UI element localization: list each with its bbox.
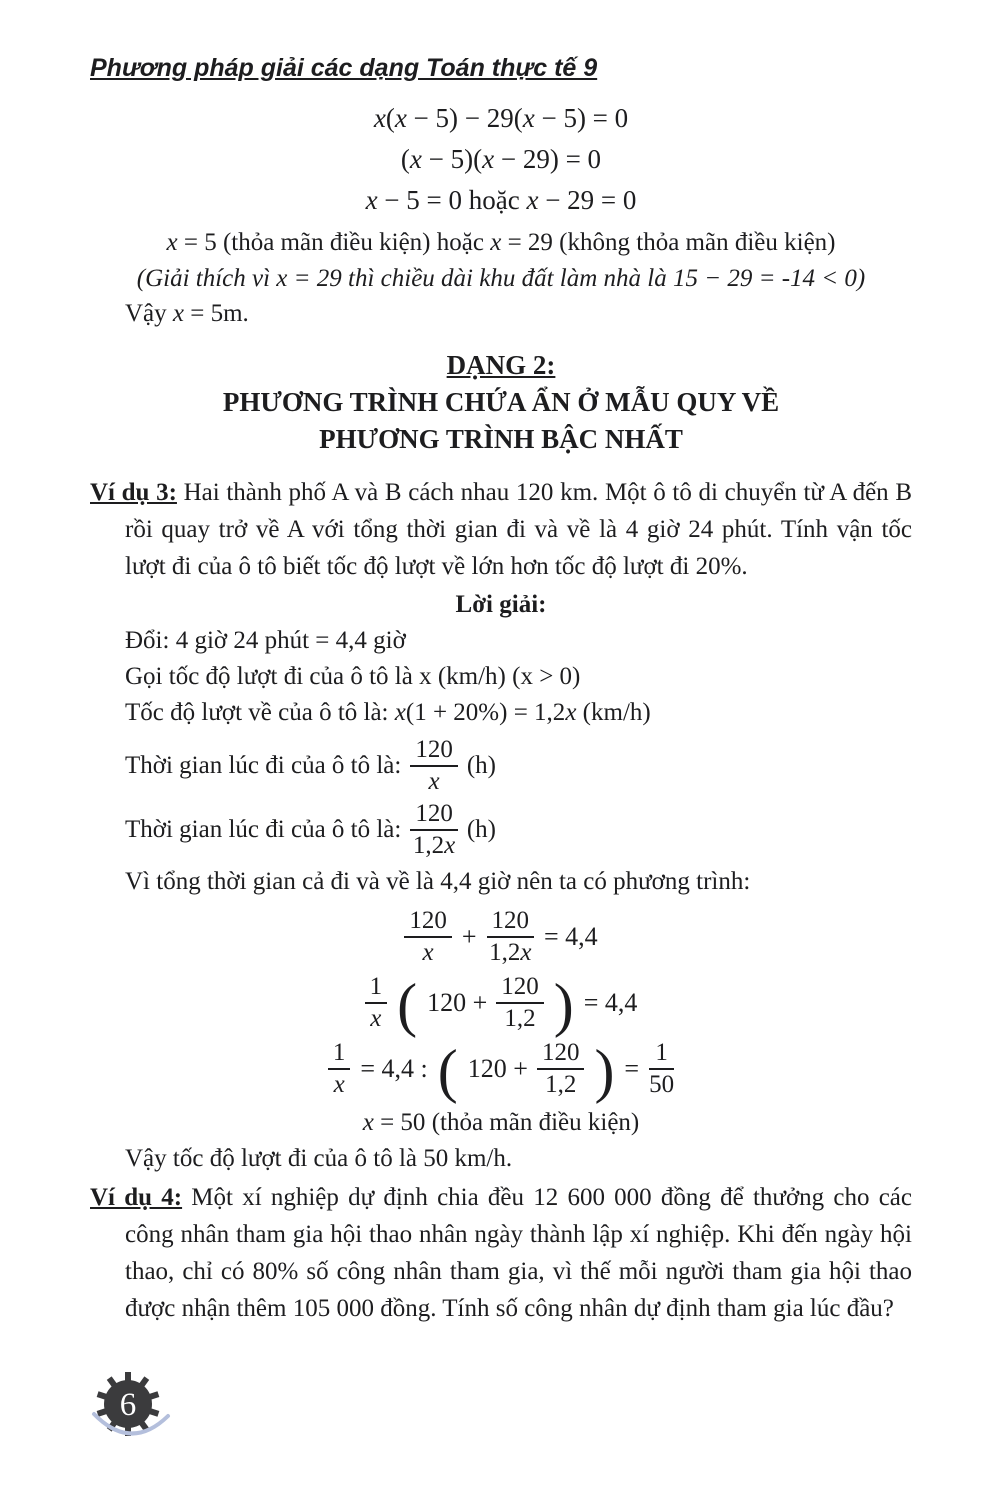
example4-statement: [90, 1179, 912, 1327]
fraction: [496, 973, 544, 1032]
equation-line: x − 5 = 0 hoặc x − 29 = 0: [365, 185, 637, 215]
equation-line: x(x − 5) − 29(x − 5) = 0: [373, 103, 629, 133]
time1-label: Thời gian lúc đi của ô tô là:: [125, 751, 402, 779]
fraction-denominator: x: [333, 1070, 345, 1098]
section-title-line1: PHƯƠNG TRÌNH CHỨA ẨN Ở MẪU QUY VỀ: [222, 387, 780, 417]
gear-icon: [84, 1366, 180, 1462]
paren-inner: [427, 973, 544, 1032]
fraction: [487, 907, 535, 966]
section-heading: [90, 347, 912, 458]
example4-label: Ví dụ 4:: [90, 1184, 183, 1211]
example3-conclusion: Vậy tốc độ lượt đi của ô tô là 50 km/h.: [125, 1145, 513, 1172]
fraction-denominator: x: [422, 938, 434, 966]
fraction-denominator: x: [428, 767, 440, 795]
assume-line: Gọi tốc độ lượt đi của ô tô là x (km/h) (x > 0): [125, 663, 581, 690]
time2-unit: (h): [466, 815, 496, 843]
fraction-time1: [410, 736, 458, 795]
fraction: [537, 1039, 585, 1098]
fraction-numerator: 120: [537, 1039, 585, 1070]
speed-line: [90, 695, 912, 731]
equation-rhs: = 4,4: [544, 921, 598, 951]
example3-text: Hai thành phố A và B cách nhau 120 km. Một ô tô di chuyển từ A đến B rồi quay trở về A với tổng thời gian đi và về là 4 giờ 24 phút. Tính vận tốc lượt đi của ô tô biết tốc độ lượt về lớn hơn tốc độ lượt đi 20%.: [125, 479, 912, 580]
fraction: [365, 973, 388, 1032]
example4-text: Một xí nghiệp dự định chia đều 12 600 000 đồng để thưởng cho các công nhân tham gia hội thao nhân ngày thành lập xí nghiệp. Khi đến ngày hội thao, chỉ có 80% số công nhân tham gia, vì thế mỗi người tham gia hội thao được nhận thêm 105 000 đồng. Tính số công nhân dự định tham gia lúc đầu?: [125, 1184, 912, 1322]
fraction-numerator: 1: [365, 973, 388, 1004]
result-math: x = 50: [362, 1109, 426, 1136]
fraction-denominator: 1,2: [545, 1070, 577, 1098]
fraction: [649, 1039, 674, 1098]
explanation-note: (Giải thích vì x = 29 thì chiều dài khu đất làm nhà là 15 − 29 = -14 < 0): [136, 265, 866, 292]
fraction-numerator: 120: [404, 907, 452, 938]
time1-line: [90, 736, 912, 795]
reason-line: Vì tổng thời gian cả đi và về là 4,4 giờ nên ta có phương trình:: [125, 868, 751, 895]
fraction-denominator: x: [370, 1004, 382, 1032]
fraction-numerator: 120: [410, 736, 458, 767]
fraction-denominator: 1,2x: [489, 938, 532, 966]
equation-solve: $\frac{1}{x}$ = 4,4 : ( 120 + $\frac{120}{1,2}$ ) = $\frac{1}{50}$: [90, 1039, 912, 1098]
solution-heading: Lời giải:: [455, 591, 547, 618]
equals-sign: =: [624, 1053, 640, 1083]
plus-operator: +: [461, 921, 477, 951]
paren-inner: [468, 1039, 585, 1098]
speed-math: x(1 + 20%) = 1,2x: [394, 699, 577, 726]
fraction-numerator: 1: [328, 1039, 351, 1070]
fraction-denominator: 1,2: [504, 1004, 536, 1032]
result-line: [90, 1105, 912, 1141]
fraction-denominator: 1,2x: [412, 831, 456, 859]
equation-sum: [90, 907, 912, 966]
fraction-numerator: 120: [487, 907, 535, 938]
time1-unit: (h): [466, 751, 496, 779]
conclusion-line: Vậy x = 5m.: [125, 300, 249, 327]
equation-block-quadratic: [90, 98, 912, 221]
fraction-numerator: 120: [410, 800, 458, 831]
time2-label: Thời gian lúc đi của ô tô là:: [125, 815, 402, 843]
page-number: 6: [119, 1387, 137, 1423]
page-number-badge: [84, 1366, 180, 1473]
section-label: DẠNG 2:: [446, 350, 556, 380]
example3-label: Ví dụ 3:: [90, 479, 177, 506]
equation-mid: = 4,4 :: [360, 1053, 428, 1083]
example3-statement: [90, 474, 912, 585]
fraction-time2: [410, 800, 458, 859]
equation-rhs: = 4,4: [583, 987, 638, 1017]
running-header: Phương pháp giải các dạng Toán thực tế 9: [90, 54, 598, 82]
section-title-line2: PHƯƠNG TRÌNH BẬC NHẤT: [319, 424, 683, 454]
fraction: [404, 907, 452, 966]
equation-factored: $\frac{1}{x}$ ( 120 + $\frac{120}{1,2}$ ) = 4,4: [90, 973, 912, 1032]
fraction-denominator: 50: [649, 1070, 675, 1098]
time2-line: [90, 800, 912, 859]
speed-label: Tốc độ lượt về của ô tô là:: [125, 699, 389, 726]
equation-line: (x − 5)(x − 29) = 0: [400, 144, 602, 174]
solution-cases-line: x = 5 (thỏa mãn điều kiện) hoặc x = 29 (không thỏa mãn điều kiện): [166, 229, 836, 256]
result-note: (thỏa mãn điều kiện): [431, 1109, 640, 1136]
fraction: [328, 1039, 351, 1098]
fraction-numerator: 1: [649, 1039, 674, 1070]
fraction-numerator: 120: [496, 973, 544, 1004]
inner-text: 120 +: [427, 987, 488, 1017]
speed-unit: (km/h): [582, 699, 651, 726]
inner-text: 120 +: [467, 1053, 528, 1083]
convert-line: Đổi: 4 giờ 24 phút = 4,4 giờ: [125, 627, 406, 654]
